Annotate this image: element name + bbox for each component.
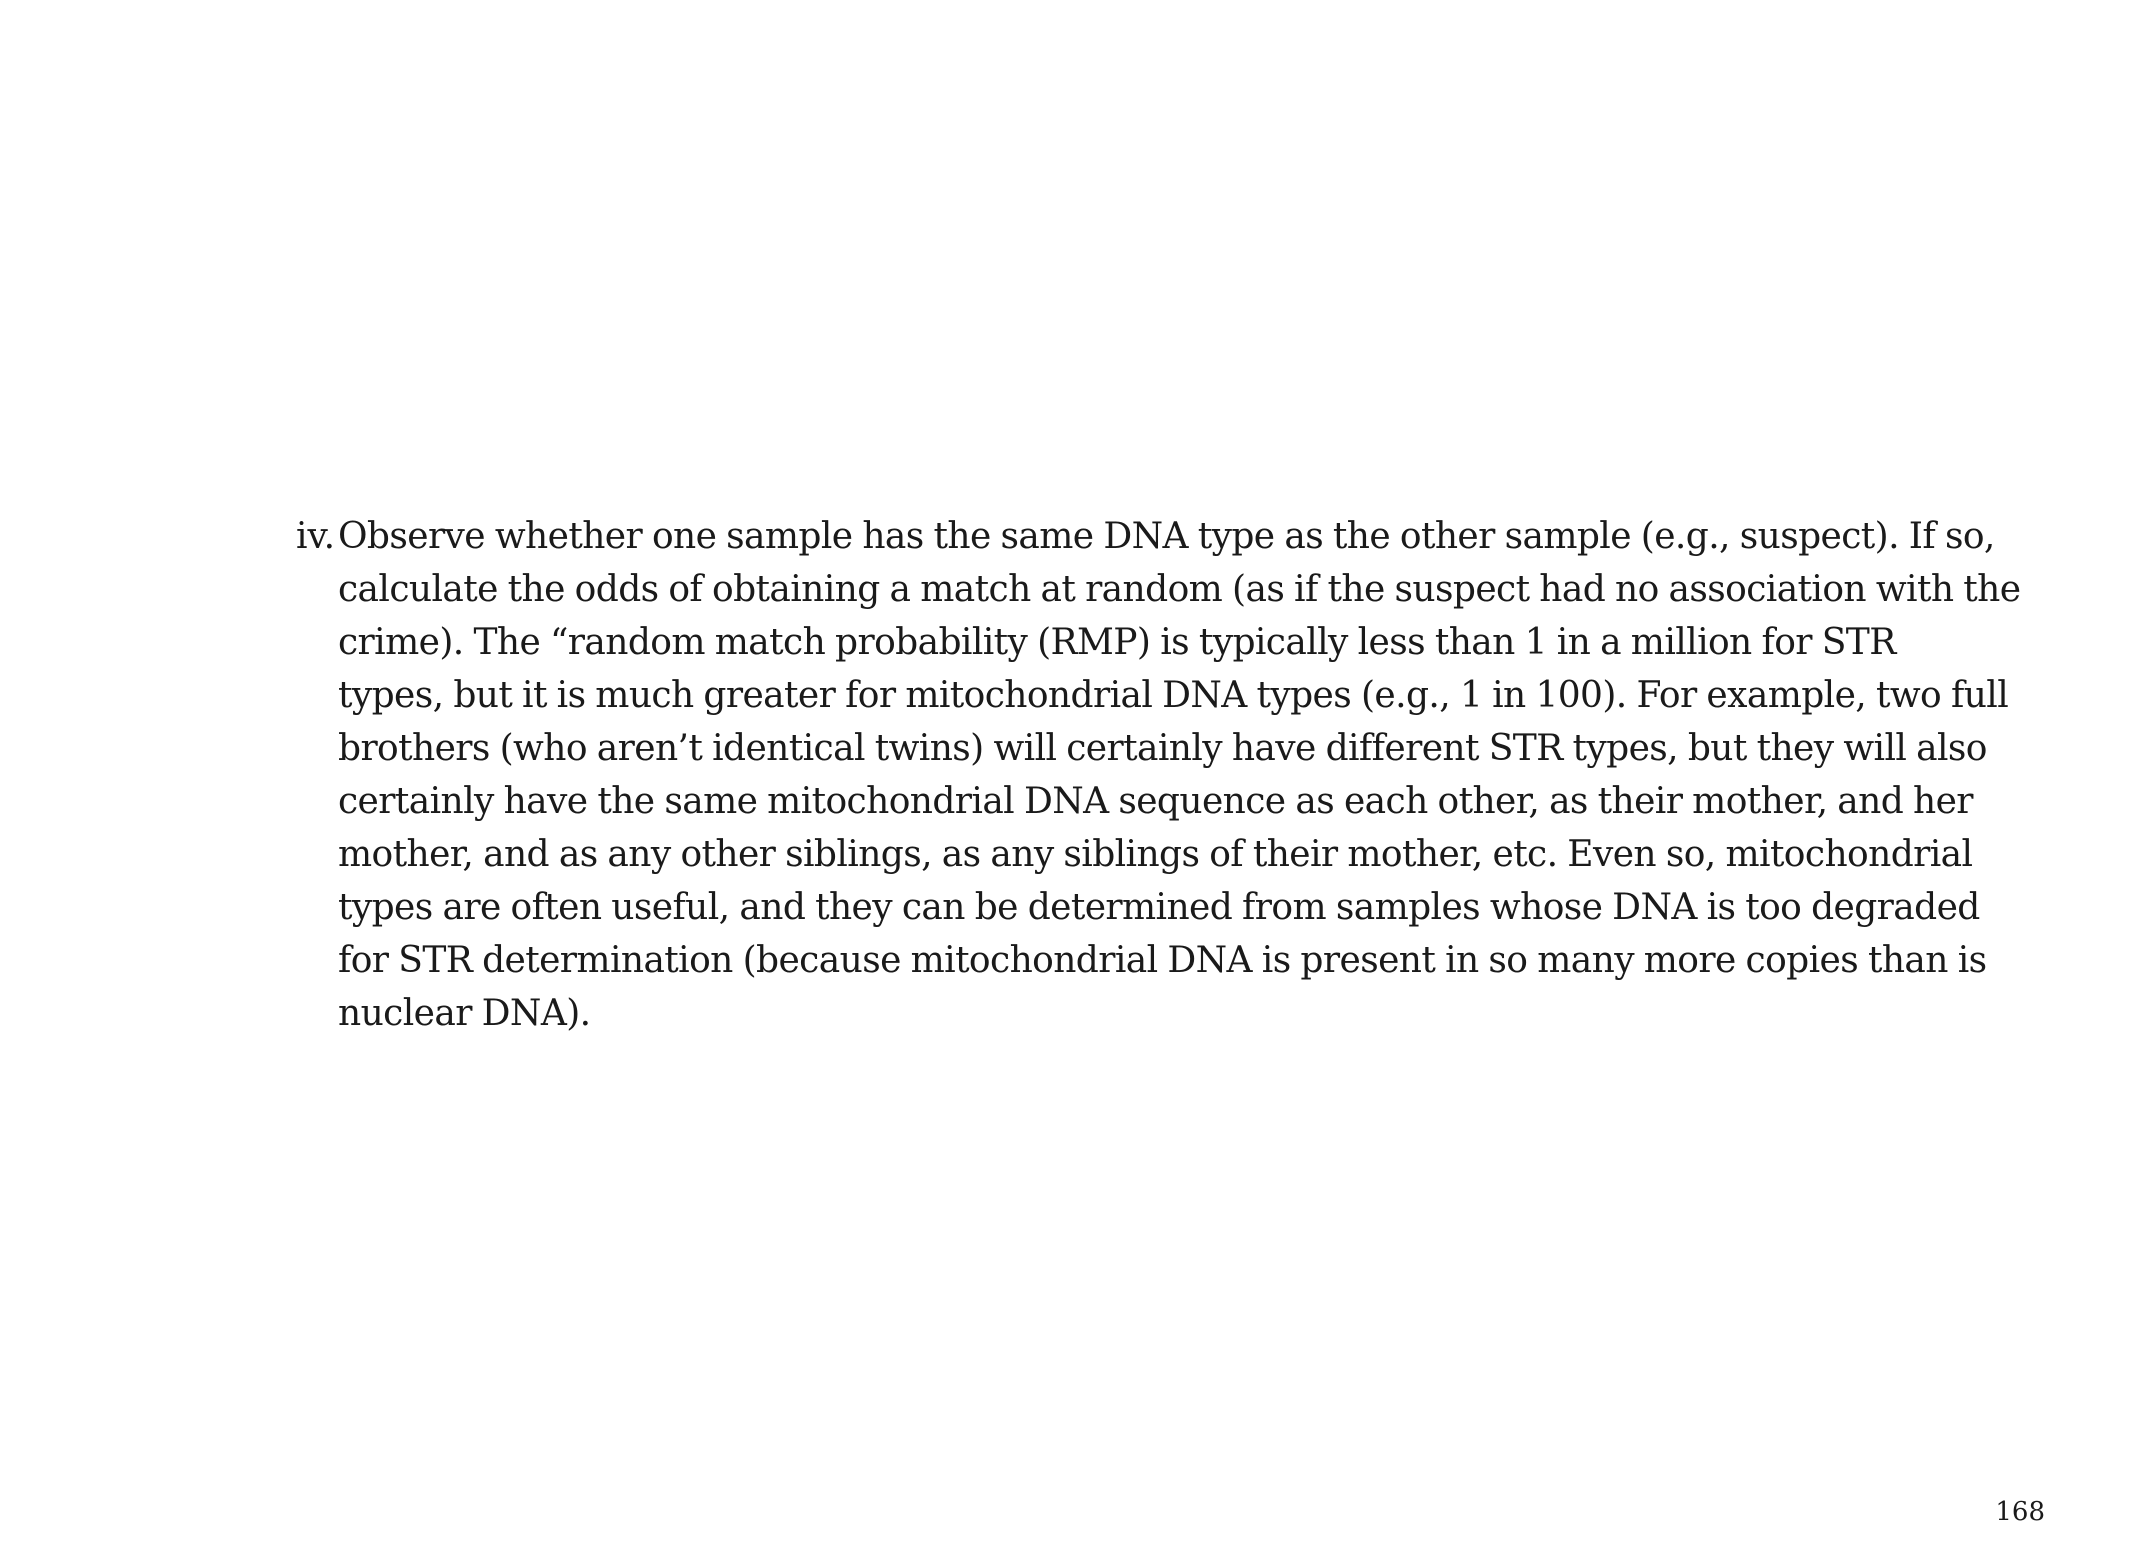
paragraph [338,510,2020,1040]
paragraph-line: Observe whether one sample has the same DNA type as the other sample (e.g., suspect). If so, [338,516,1995,557]
page-number: 168 [1995,1497,2045,1527]
paragraph-line: brothers (who aren’t identical twins) will certainly have different STR types, but they will also [338,728,1987,769]
list-item-iv [296,510,2021,1040]
paragraph-line: mother, and as any other siblings, as any siblings of their mother, etc. Even so, mitochondrial [338,834,1973,875]
paragraph-line: nuclear DNA). [338,993,591,1034]
list-marker: iv. [296,516,336,557]
paragraph-line: crime). The “random match probability (RMP) is typically less than 1 in a million for STR [338,622,1896,663]
paragraph-line: calculate the odds of obtaining a match at random (as if the suspect had no association with the [338,569,2021,610]
paragraph-line: types are often useful, and they can be determined from samples whose DNA is too degraded [338,887,1980,928]
paragraph-line: certainly have the same mitochondrial DNA sequence as each other, as their mother, and her [338,781,1973,822]
paragraph-line: for STR determination (because mitochondrial DNA is present in so many more copies than is [338,940,1987,981]
paragraph-line: types, but it is much greater for mitochondrial DNA types (e.g., 1 in 100). For example, two full [338,675,2009,716]
